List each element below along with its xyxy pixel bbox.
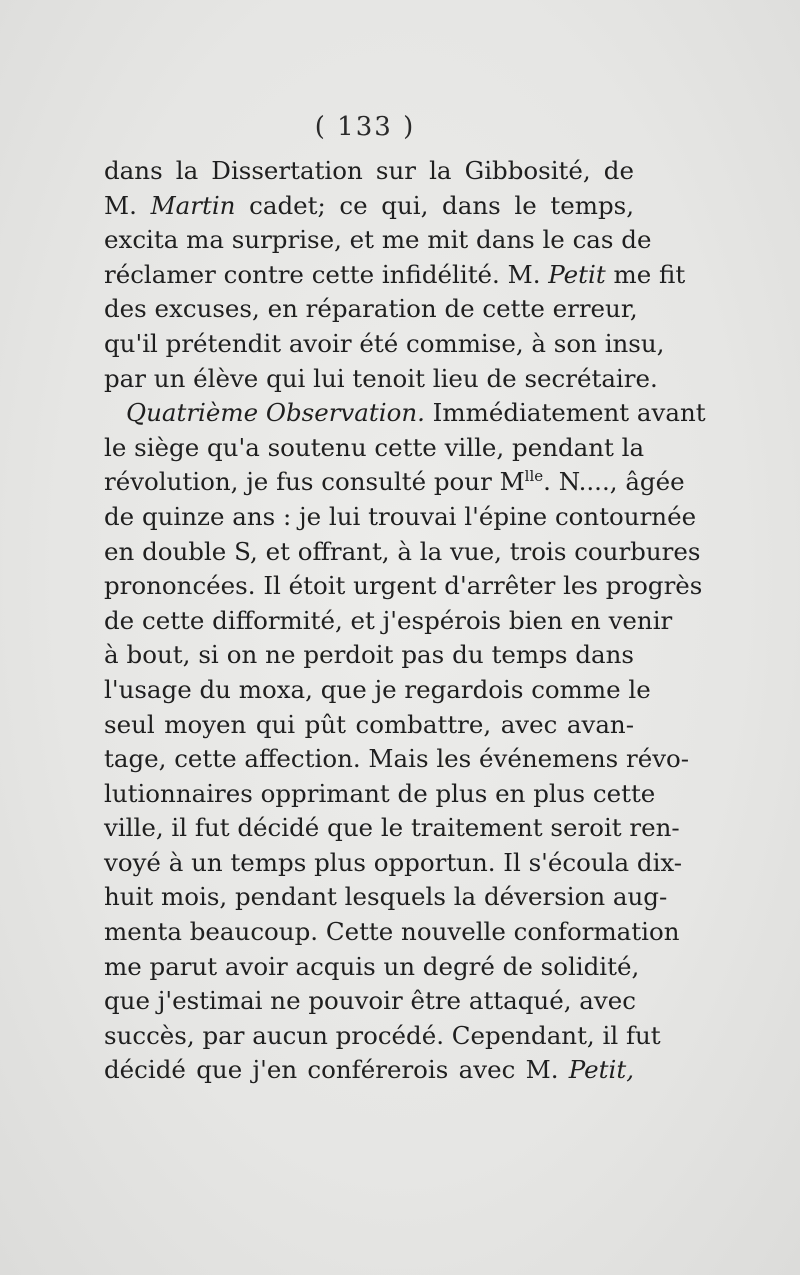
text-segment: Immédiatement avant — [424, 398, 706, 428]
text-line: tage, cette affection. Mais les événemens révo- — [104, 744, 690, 774]
text-line — [104, 1053, 634, 1088]
text-line: me parut avoir acquis un degré de solidité, — [104, 951, 640, 981]
text-line — [104, 189, 634, 224]
text-line: le siège qu'a soutenu cette ville, pendant la — [104, 432, 645, 462]
page-number: ( 133 ) — [314, 112, 416, 142]
superscript: lle — [524, 467, 544, 486]
text-segment: cadet; ce qui, dans le temps, — [235, 190, 634, 220]
text-segment: me fit — [605, 259, 686, 289]
text-segment: décidé que j'en conférerois avec M. — [104, 1055, 569, 1085]
text-line — [104, 258, 686, 293]
text-line: prononcées. Il étoit urgent d'arrêter les progrès — [104, 571, 703, 601]
text-line: succès, par aucun procédé. Cependant, il fut — [104, 1020, 661, 1050]
text-line — [104, 396, 706, 431]
name-martin: Martin — [150, 190, 236, 220]
text-line: qu'il prétendit avoir été commise, à son insu, — [104, 328, 665, 358]
text-line: par un élève qui lui tenoit lieu de secrétaire. — [104, 363, 658, 393]
text-segment: . N...., âgée — [543, 467, 685, 497]
text-line: excita ma surprise, et me mit dans le cas de — [104, 225, 652, 255]
text-line: que j'estimai ne pouvoir être attaqué, avec — [104, 986, 636, 1016]
text-line: de quinze ans : je lui trouvai l'épine contournée — [104, 501, 697, 531]
text-segment: réclamer contre cette infidélité. M. — [104, 259, 549, 289]
text-line: à bout, si on ne perdoit pas du temps dans — [104, 640, 634, 670]
name-petit: Petit, — [568, 1055, 634, 1085]
text-line: menta beaucoup. Cette nouvelle conformation — [104, 917, 680, 947]
text-line: l'usage du moxa, que je regardois comme le — [104, 674, 651, 704]
text-line: des excuses, en réparation de cette erreur, — [104, 294, 638, 324]
text-line: en double S, et offrant, à la vue, trois courbures — [104, 536, 701, 566]
text-line — [104, 465, 685, 500]
text-line: de cette difformité, et j'espérois bien en venir — [104, 605, 673, 635]
section-heading: Quatrième Observation. — [126, 398, 425, 428]
body-text — [104, 154, 706, 1088]
text-segment: M. — [104, 190, 151, 220]
text-line: ville, il fut décidé que le traitement seroit ren- — [104, 813, 680, 843]
text-line: huit mois, pendant lesquels la déversion aug- — [104, 882, 668, 912]
text-line: lutionnaires opprimant de plus en plus cette — [104, 778, 656, 808]
text-segment: révolution, je fus consulté pour M — [104, 467, 525, 497]
text-line: dans la Dissertation sur la Gibbosité, de — [104, 156, 634, 185]
text-line: seul moyen qui pût combattre, avec avan- — [104, 709, 634, 739]
name-petit: Petit — [548, 259, 606, 289]
text-line: voyé à un temps plus opportun. Il s'écoula dix- — [104, 847, 683, 877]
